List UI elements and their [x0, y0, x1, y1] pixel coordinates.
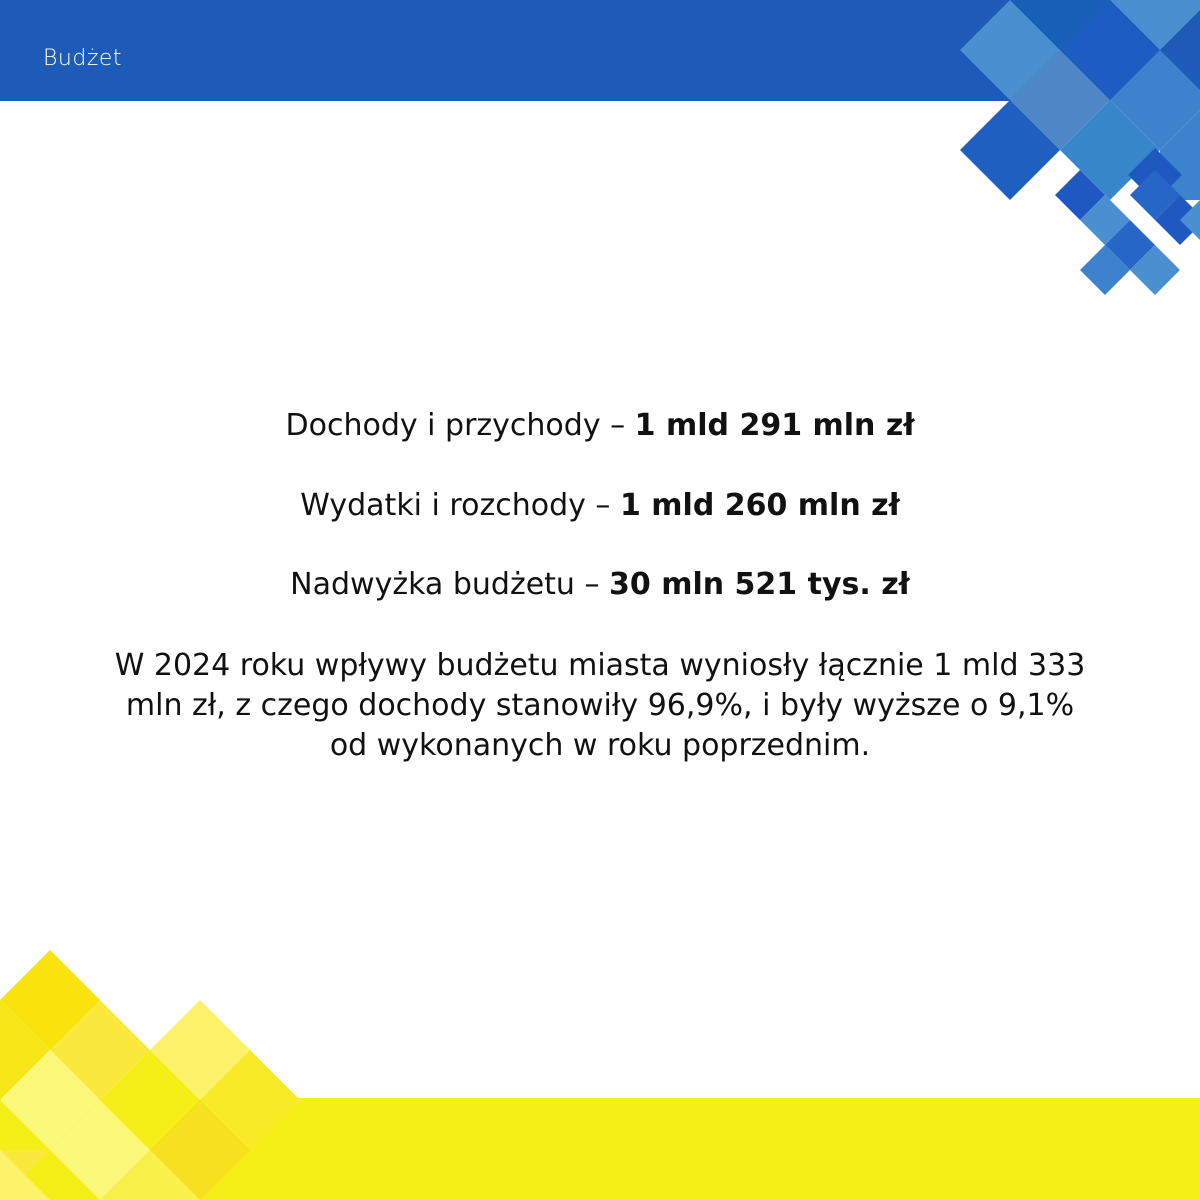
stat-revenue	[40, 406, 1160, 446]
summary-line-2: mln zł, z czego dochody stanowiły 96,9%, i były wyższe o 9,1%	[125, 688, 1075, 723]
summary-line-1: W 2024 roku wpływy budżetu miasta wyniosły łącznie 1 mld 333	[114, 648, 1086, 683]
summary-line-3: od wykonanych w roku poprzednim.	[329, 728, 871, 763]
stat-revenue-value: 1 mld 291 mln zł	[634, 408, 915, 443]
stat-surplus-label: Nadwyżka budżetu –	[290, 567, 600, 602]
summary-paragraph	[40, 646, 1160, 766]
stat-surplus-value: 30 mln 521 tys. zł	[609, 567, 910, 602]
stat-expenses-value: 1 mld 260 mln zł	[619, 488, 900, 523]
stat-expenses-label: Wydatki i rozchody –	[300, 488, 611, 523]
page-title: Budżet	[43, 46, 123, 71]
stat-revenue-label: Dochody i przychody –	[285, 408, 626, 443]
stat-expenses	[40, 486, 1160, 526]
stat-surplus	[40, 565, 1160, 605]
